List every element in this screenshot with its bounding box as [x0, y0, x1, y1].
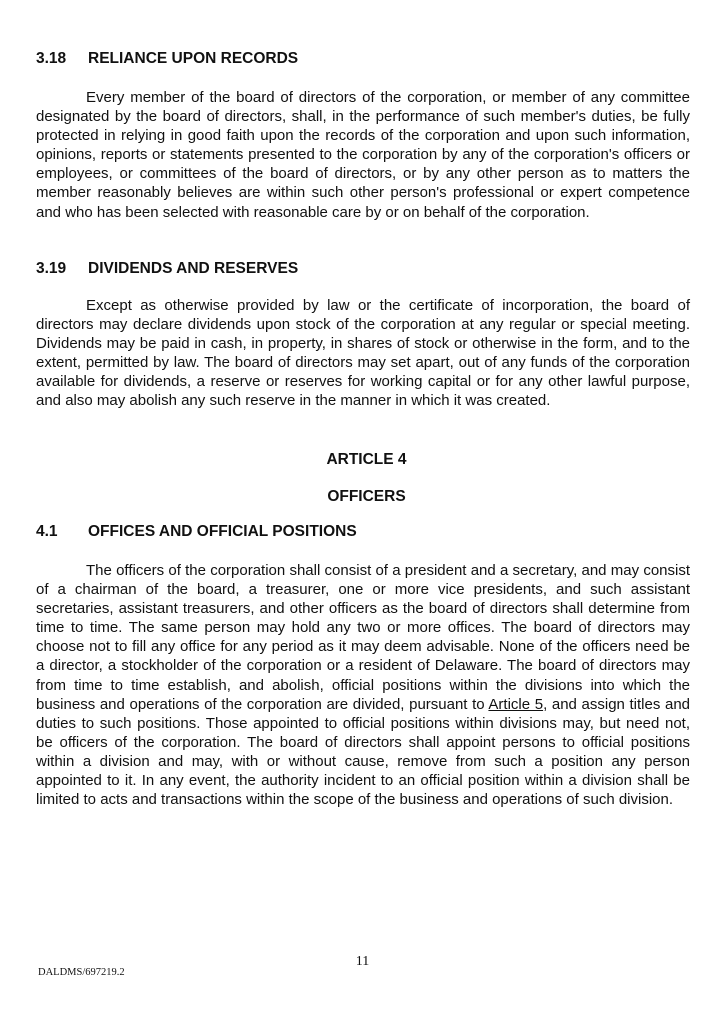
section-3-18-title: RELIANCE UPON RECORDS	[88, 50, 299, 67]
section-4-1-body-part2: , and assign titles and duties to such positions. Those appointed to official positions within divisions may, but need not, be officers of the corporation. The board of directors shall appoint persons to official positions within a division and may, with or without cause, remove from such a position any person appointed to it. In any event, the authority incident to an official position within a division shall be limited to acts and transactions within the scope of the business and operations of such division.	[36, 695, 691, 809]
section-3-19-title: DIVIDENDS AND RESERVES	[88, 260, 299, 277]
section-4-1-heading	[36, 523, 357, 541]
page-number: 11	[355, 954, 370, 969]
article-5-link[interactable]: Article 5	[488, 695, 544, 713]
section-3-19-number: 3.19	[36, 260, 67, 277]
section-3-18-number: 3.18	[36, 50, 67, 67]
section-3-19-body: Except as otherwise provided by law or the certificate of incorporation, the board of directors may declare dividends upon stock of the corporation at any regular or special meeting. Dividends may be paid in cash, in property, in shares of stock or otherwise in the form, and to the extent, permitted by law. The board of directors may set apart, out of any funds of the corporation available for dividends, a reserve or reserves for working capital or for any other lawful purpose, and also may abolish any such reserve in the manner in which it was created.	[36, 297, 690, 410]
section-4-1-body-part1: The officers of the corporation shall consist of a president and a secretary, and may consist of a chairman of the board, a treasurer, one or more vice presidents, and such assistant secretaries, assistant treasurers, and other officers as the board of directors shall determine from time to time. The same person may hold any two or more offices. The board of directors may choose not to fill any office for any period as it may deem advisable. None of the officers need be a director, a stockholder of the corporation or a resident of Delaware. The board of directors may from time to time establish, and abolish, official positions within the divisions into which the business and operations of the corporation are divided, pursuant to	[36, 562, 690, 713]
section-3-18-body: Every member of the board of directors of the corporation, or member of any committee designated by the board of directors, shall, in the performance of such member's duties, be fully protected in relying in good faith upon the records of the corporation and upon such information, opinions, reports or statements presented to the corporation by any of the corporation's officers or employees, or committees of the board of directors, or by any other person as to matters the member reasonably believes are within such other person's professional or expert competence and who has been selected with reasonable care by or on behalf of the corporation.	[36, 89, 690, 221]
section-4-1-title: OFFICES AND OFFICIAL POSITIONS	[88, 523, 357, 540]
section-3-19-heading	[36, 260, 298, 278]
section-4-1-number: 4.1	[36, 523, 58, 540]
section-3-18-heading	[36, 50, 298, 68]
section-4-1-body	[36, 561, 690, 809]
article-label: ARTICLE 4	[326, 451, 407, 468]
article-title: OFFICERS	[327, 488, 406, 505]
document-id: DALDMS/697219.2	[38, 967, 125, 978]
